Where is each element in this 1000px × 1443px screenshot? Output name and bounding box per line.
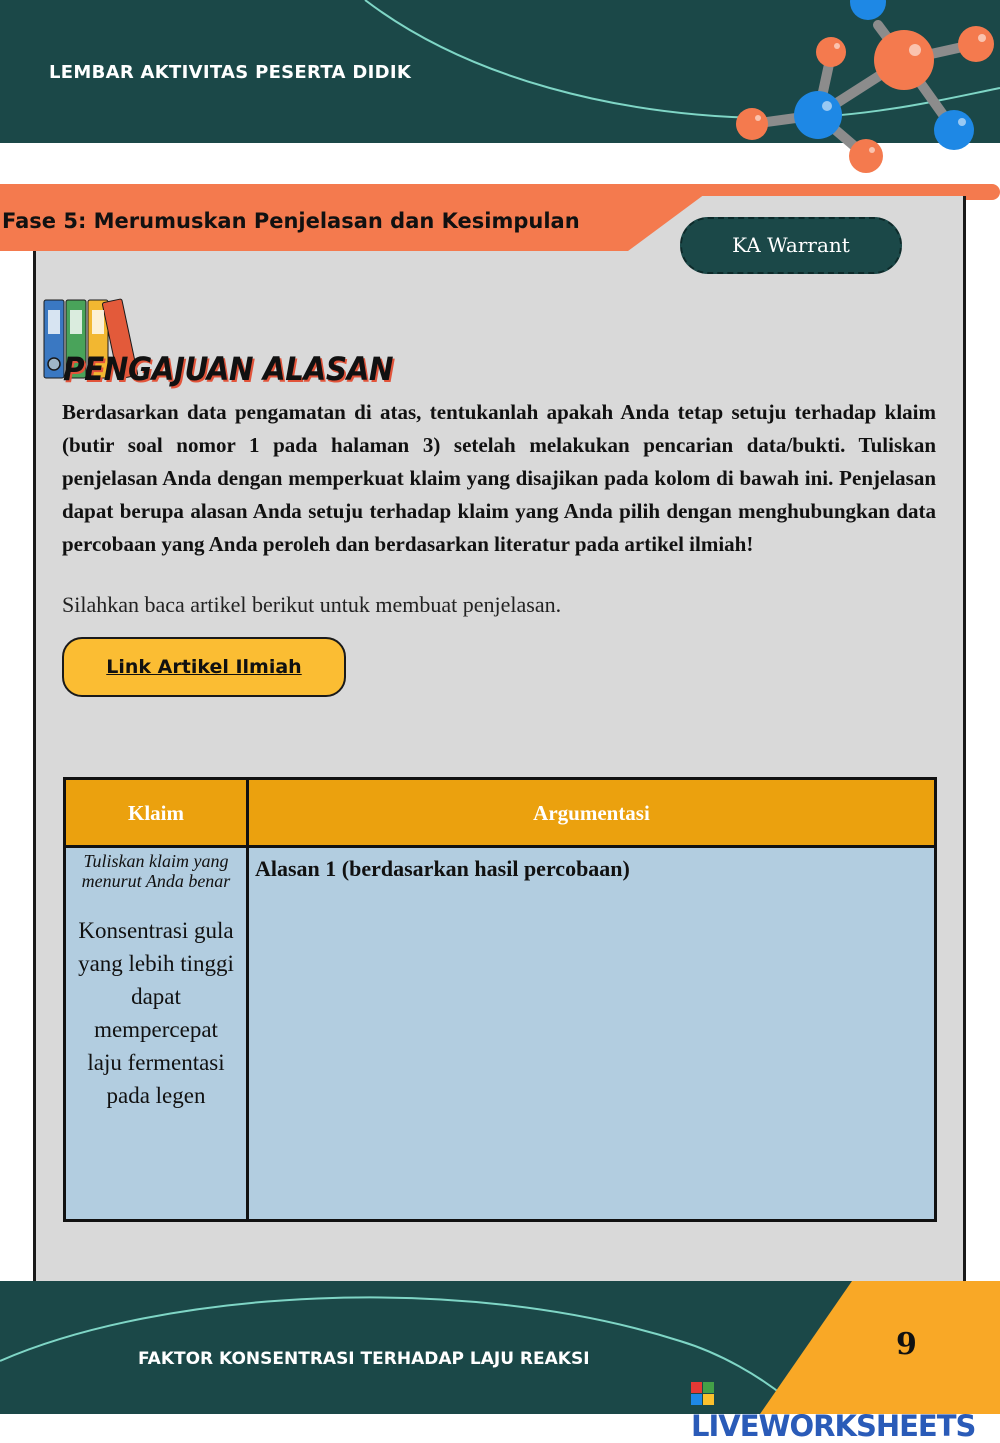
atom-center bbox=[874, 30, 934, 90]
phase-title: Fase 5: Merumuskan Penjelasan dan Kesimpulan bbox=[2, 209, 580, 233]
column-header-argument: Argumentasi bbox=[249, 780, 934, 848]
atom bbox=[958, 26, 994, 62]
atom bbox=[816, 37, 846, 67]
atom bbox=[934, 110, 974, 150]
claim-hint: Tuliskan klaim yang menurut Anda benar bbox=[81, 851, 231, 891]
column-header-claim: Klaim bbox=[66, 780, 249, 848]
argument-cell[interactable] bbox=[249, 848, 934, 1219]
brand-text: LIVEWORKSHEETS bbox=[691, 1409, 976, 1443]
atom bbox=[850, 0, 886, 20]
article-link-button[interactable]: Link Artikel Ilmiah bbox=[62, 637, 346, 697]
claim-cell bbox=[66, 848, 249, 1219]
claim-text: Konsentrasi gula yang lebih tinggi dapat mempercepat laju fermentasi pada legen bbox=[78, 918, 234, 1108]
atom bbox=[736, 108, 768, 140]
footer-title: FAKTOR KONSENTRASI TERHADAP LAJU REAKSI bbox=[138, 1349, 590, 1369]
section-heading: PENGAJUAN ALASAN bbox=[63, 350, 394, 388]
liveworksheets-logo-icon bbox=[691, 1382, 715, 1406]
argument-table bbox=[63, 777, 937, 1222]
atom bbox=[794, 91, 842, 139]
page-number: 9 bbox=[896, 1327, 917, 1362]
instructions-paragraph: Berdasarkan data pengamatan di atas, tentukanlah apakah Anda tetap setuju terhadap klaim (butir soal nomor 1 pada halaman 3) setelah melakukan pencarian data/bukti. Tuliskan penjelasan Anda dengan memperkuat klaim yang disajikan pada kolom di bawah ini. Penjelasan dapat berupa alasan Anda setuju terhadap klaim yang Anda pilih dengan menghubungkan data percobaan yang Anda peroleh dan berdasarkan literatur pada artikel ilmiah! bbox=[62, 400, 936, 556]
reason-1-title: Alasan 1 (berdasarkan hasil percobaan) bbox=[255, 856, 630, 881]
atom bbox=[849, 139, 883, 173]
page-footer bbox=[0, 1281, 1000, 1443]
header-title: LEMBAR AKTIVITAS PESERTA DIDIK bbox=[49, 62, 412, 83]
molecule-illustration bbox=[700, 0, 1000, 180]
ka-warrant-badge: KA Warrant bbox=[680, 217, 902, 274]
reading-note: Silahkan baca artikel berikut untuk membuat penjelasan. bbox=[62, 592, 562, 617]
liveworksheets-brand bbox=[691, 1375, 1000, 1443]
